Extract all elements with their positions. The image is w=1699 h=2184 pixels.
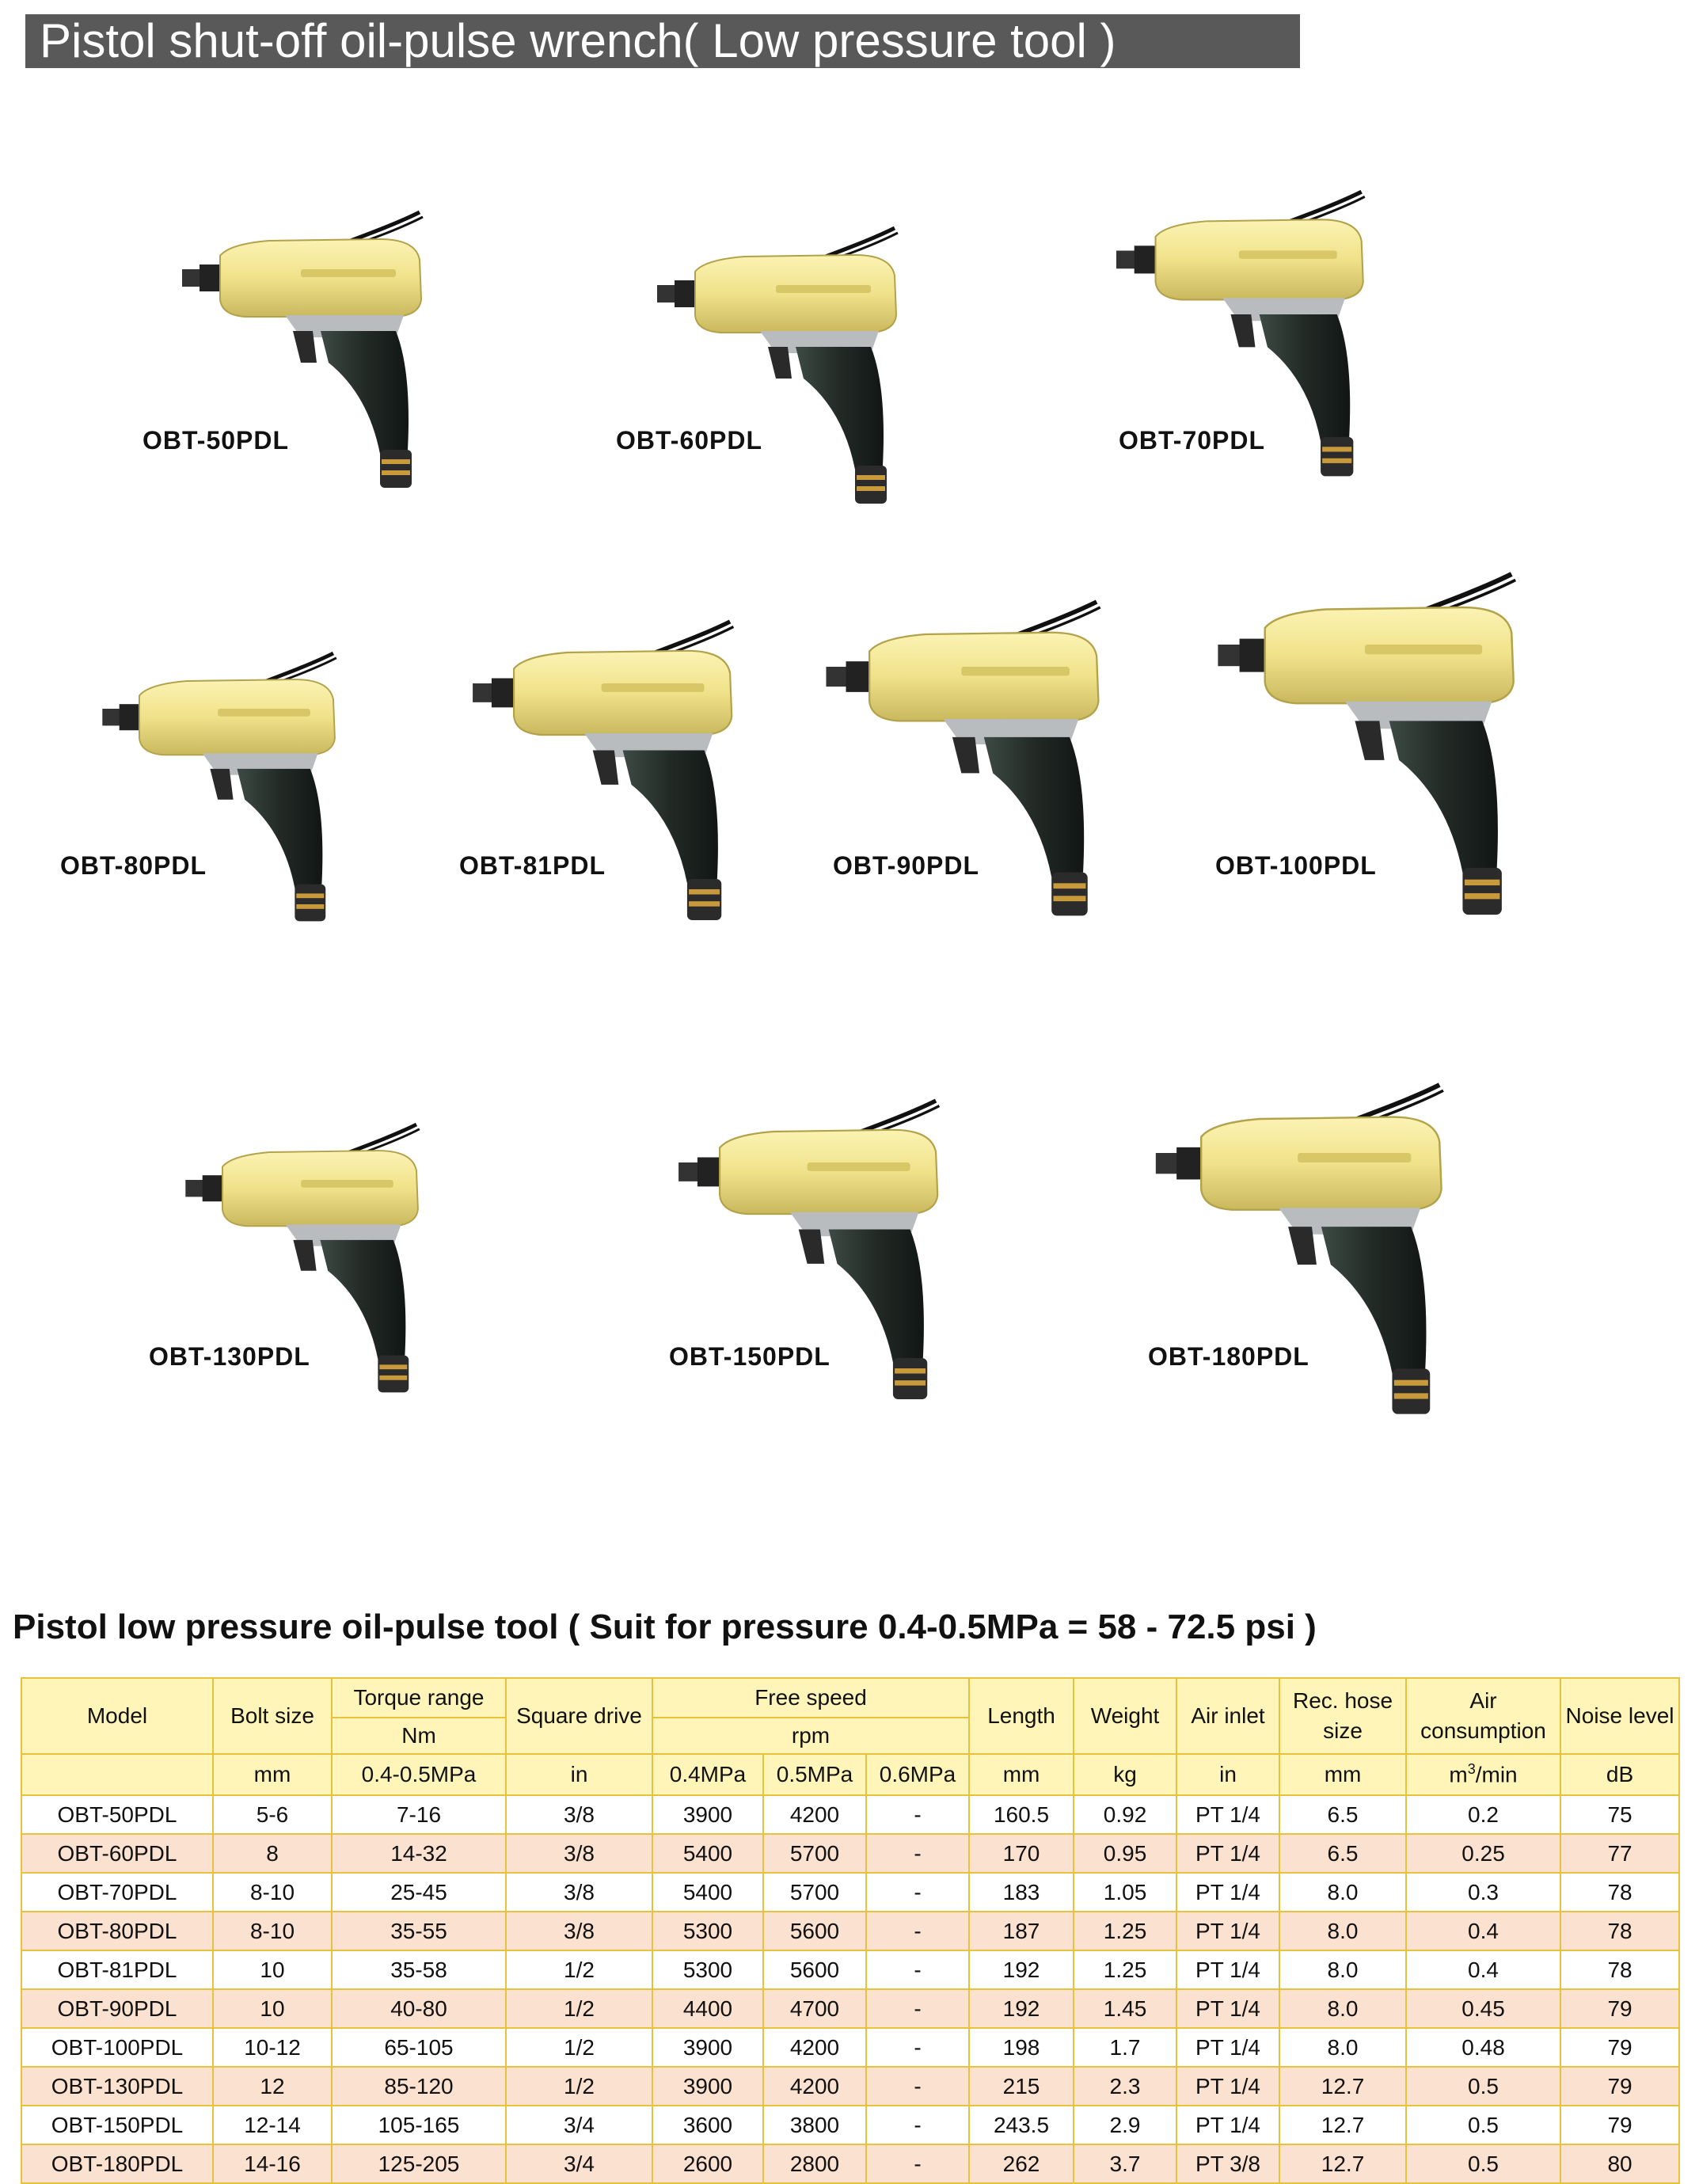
cell-model: OBT-100PDL: [21, 2028, 213, 2067]
cell-noise-level: 79: [1560, 2028, 1679, 2067]
cell-air-inlet: PT 3/8: [1176, 2144, 1279, 2183]
header-free-speed-unit: rpm: [652, 1718, 969, 1754]
cell-square-drive: 1/2: [506, 2067, 652, 2106]
cell-weight: 1.25: [1074, 1912, 1176, 1950]
table-row: [21, 1873, 1679, 1912]
cell-air-inlet: PT 1/4: [1176, 2106, 1279, 2144]
pistol-wrench-image: [1116, 1085, 1488, 1425]
cell-torque-range: 105-165: [332, 2106, 506, 2144]
cell-length: 198: [969, 2028, 1074, 2067]
cell-noise-level: 79: [1560, 2106, 1679, 2144]
product-obt-50pdl: [182, 212, 443, 513]
cell-weight: 2.3: [1074, 2067, 1176, 2106]
cell-model: OBT-81PDL: [21, 1950, 213, 1989]
unit-air-consumption-sup: 3: [1467, 1760, 1476, 1777]
cell-noise-level: 78: [1560, 1950, 1679, 1989]
product-obt-80pdl: [67, 653, 384, 938]
cell-speed-05: 4700: [763, 1989, 866, 2028]
cell-weight: 0.95: [1074, 1834, 1176, 1873]
cell-speed-06: -: [866, 1912, 969, 1950]
cell-square-drive: 3/8: [506, 1795, 652, 1834]
cell-square-drive: 3/8: [506, 1873, 652, 1912]
header-free-speed: Free speed: [652, 1678, 969, 1718]
product-label: OBT-50PDL: [143, 426, 290, 455]
cell-hose-size: 8.0: [1279, 1912, 1406, 1950]
cell-noise-level: 79: [1560, 2067, 1679, 2106]
header-model: Model: [21, 1678, 213, 1754]
cell-air-inlet: PT 1/4: [1176, 1912, 1279, 1950]
spec-table: [21, 1677, 1680, 2184]
cell-air-inlet: PT 1/4: [1176, 2028, 1279, 2067]
unit-speed-06: 0.6MPa: [866, 1754, 969, 1795]
cell-torque-range: 35-55: [332, 1912, 506, 1950]
cell-air-inlet: PT 1/4: [1176, 1950, 1279, 1989]
cell-speed-04: 3900: [652, 2028, 763, 2067]
table-row: [21, 2106, 1679, 2144]
unit-length: mm: [969, 1754, 1074, 1795]
cell-air-consumption: 0.25: [1406, 1834, 1560, 1873]
cell-air-consumption: 0.3: [1406, 1873, 1560, 1912]
product-label: OBT-90PDL: [833, 851, 980, 880]
cell-weight: 0.92: [1074, 1795, 1176, 1834]
cell-hose-size: 8.0: [1279, 1950, 1406, 1989]
cell-length: 262: [969, 2144, 1074, 2183]
cell-air-consumption: 0.2: [1406, 1795, 1560, 1834]
cell-bolt-size: 14-16: [213, 2144, 332, 2183]
cell-model: OBT-150PDL: [21, 2106, 213, 2144]
unit-noise-level: dB: [1560, 1754, 1679, 1795]
cell-weight: 3.7: [1074, 2144, 1176, 2183]
header-torque-range: Torque range: [332, 1678, 506, 1718]
product-label: OBT-150PDL: [669, 1342, 830, 1371]
cell-hose-size: 6.5: [1279, 1834, 1406, 1873]
cell-speed-06: -: [866, 1950, 969, 1989]
cell-speed-04: 3600: [652, 2106, 763, 2144]
cell-speed-06: -: [866, 2067, 969, 2106]
cell-speed-05: 4200: [763, 1795, 866, 1834]
page-title: Pistol shut-off oil-pulse wrench( Low pressure tool ): [25, 14, 1300, 68]
pistol-wrench-image: [657, 228, 903, 513]
cell-bolt-size: 5-6: [213, 1795, 332, 1834]
cell-torque-range: 125-205: [332, 2144, 506, 2183]
cell-weight: 1.7: [1074, 2028, 1176, 2067]
cell-speed-04: 4400: [652, 1989, 763, 2028]
cell-square-drive: 1/2: [506, 1950, 652, 1989]
product-label-wrap: [1215, 851, 1405, 883]
product-label: OBT-81PDL: [459, 851, 606, 880]
cell-model: OBT-180PDL: [21, 2144, 213, 2183]
cell-speed-06: -: [866, 2144, 969, 2183]
pistol-wrench-image: [67, 653, 376, 930]
spec-table-body: [21, 1795, 1679, 2183]
cell-hose-size: 8.0: [1279, 1989, 1406, 2028]
product-label-wrap: [1119, 426, 1293, 458]
cell-bolt-size: 8: [213, 1834, 332, 1873]
unit-square-drive: in: [506, 1754, 652, 1795]
header-air-inlet: Air inlet: [1176, 1678, 1279, 1754]
cell-length: 170: [969, 1834, 1074, 1873]
cell-torque-range: 7-16: [332, 1795, 506, 1834]
cell-speed-05: 4200: [763, 2067, 866, 2106]
unit-speed-05: 0.5MPa: [763, 1754, 866, 1795]
cell-air-inlet: PT 1/4: [1176, 1989, 1279, 2028]
table-row: [21, 1834, 1679, 1873]
cell-noise-level: 77: [1560, 1834, 1679, 1873]
cell-weight: 1.25: [1074, 1950, 1176, 1989]
cell-speed-04: 5300: [652, 1950, 763, 1989]
table-row: [21, 1912, 1679, 1950]
cell-length: 183: [969, 1873, 1074, 1912]
cell-air-consumption: 0.5: [1406, 2106, 1560, 2144]
cell-speed-06: -: [866, 1834, 969, 1873]
cell-air-consumption: 0.5: [1406, 2067, 1560, 2106]
product-obt-81pdl: [447, 622, 764, 938]
cell-weight: 2.9: [1074, 2106, 1176, 2144]
cell-torque-range: 25-45: [332, 1873, 506, 1912]
cell-speed-06: -: [866, 1873, 969, 1912]
cell-air-consumption: 0.45: [1406, 1989, 1560, 2028]
header-bolt-size: Bolt size: [213, 1678, 332, 1754]
table-row: [21, 1950, 1679, 1989]
cell-model: OBT-70PDL: [21, 1873, 213, 1912]
product-label: OBT-80PDL: [60, 851, 207, 880]
cell-air-consumption: 0.4: [1406, 1912, 1560, 1950]
cell-air-inlet: PT 1/4: [1176, 1873, 1279, 1912]
cell-length: 187: [969, 1912, 1074, 1950]
cell-square-drive: 3/8: [506, 1834, 652, 1873]
cell-noise-level: 80: [1560, 2144, 1679, 2183]
cell-bolt-size: 10: [213, 1989, 332, 2028]
cell-air-inlet: PT 1/4: [1176, 1795, 1279, 1834]
cell-torque-range: 40-80: [332, 1989, 506, 2028]
cell-square-drive: 1/2: [506, 1989, 652, 2028]
cell-square-drive: 3/8: [506, 1912, 652, 1950]
product-obt-90pdl: [819, 602, 1112, 934]
cell-speed-04: 2600: [652, 2144, 763, 2183]
cell-length: 160.5: [969, 1795, 1074, 1834]
cell-air-inlet: PT 1/4: [1176, 1834, 1279, 1873]
cell-length: 243.5: [969, 2106, 1074, 2144]
cell-bolt-size: 12: [213, 2067, 332, 2106]
cell-air-inlet: PT 1/4: [1176, 2067, 1279, 2106]
cell-model: OBT-130PDL: [21, 2067, 213, 2106]
product-label: OBT-100PDL: [1215, 851, 1377, 880]
cell-noise-level: 78: [1560, 1873, 1679, 1912]
cell-speed-05: 2800: [763, 2144, 866, 2183]
cell-model: OBT-90PDL: [21, 1989, 213, 2028]
cell-square-drive: 3/4: [506, 2106, 652, 2144]
cell-torque-range: 85-120: [332, 2067, 506, 2106]
cell-speed-06: -: [866, 2106, 969, 2144]
unit-model: [21, 1754, 213, 1795]
product-label: OBT-60PDL: [616, 426, 763, 455]
cell-length: 192: [969, 1950, 1074, 1989]
cell-model: OBT-50PDL: [21, 1795, 213, 1834]
cell-speed-04: 3900: [652, 1795, 763, 1834]
product-label-wrap: [669, 1342, 859, 1374]
table-row: [21, 2028, 1679, 2067]
cell-speed-05: 4200: [763, 2028, 866, 2067]
cell-speed-05: 5600: [763, 1950, 866, 1989]
product-label-wrap: [459, 851, 633, 883]
cell-air-consumption: 0.4: [1406, 1950, 1560, 1989]
header-air-consumption: Air consumption: [1406, 1678, 1560, 1754]
unit-air-consumption-rest: /min: [1475, 1762, 1518, 1787]
pistol-wrench-image: [447, 622, 764, 930]
header-torque-unit: Nm: [332, 1718, 506, 1754]
cell-weight: 1.05: [1074, 1873, 1176, 1912]
cell-speed-05: 5700: [763, 1873, 866, 1912]
product-label-wrap: [1148, 1342, 1338, 1374]
table-row: [21, 2067, 1679, 2106]
product-label: OBT-130PDL: [149, 1342, 310, 1371]
cell-square-drive: 1/2: [506, 2028, 652, 2067]
product-obt-70pdl: [1116, 188, 1378, 505]
cell-hose-size: 12.7: [1279, 2067, 1406, 2106]
cell-speed-04: 5300: [652, 1912, 763, 1950]
cell-speed-06: -: [866, 1795, 969, 1834]
product-label-wrap: [616, 426, 790, 458]
cell-speed-06: -: [866, 1989, 969, 2028]
cell-speed-04: 5400: [652, 1834, 763, 1873]
cell-model: OBT-80PDL: [21, 1912, 213, 1950]
cell-torque-range: 35-58: [332, 1950, 506, 1989]
cell-bolt-size: 10-12: [213, 2028, 332, 2067]
cell-noise-level: 78: [1560, 1912, 1679, 1950]
header-noise-level: Noise level: [1560, 1678, 1679, 1754]
unit-hose-size: mm: [1279, 1754, 1406, 1795]
product-label: OBT-180PDL: [1148, 1342, 1309, 1371]
table-row: [21, 1795, 1679, 1834]
cell-speed-05: 5700: [763, 1834, 866, 1873]
cell-bolt-size: 8-10: [213, 1912, 332, 1950]
header-hose-size: Rec. hose size: [1279, 1678, 1406, 1754]
cell-air-consumption: 0.48: [1406, 2028, 1560, 2067]
cell-length: 215: [969, 2067, 1074, 2106]
cell-hose-size: 12.7: [1279, 2144, 1406, 2183]
unit-bolt-size: mm: [213, 1754, 332, 1795]
cell-speed-04: 3900: [652, 2067, 763, 2106]
product-label: OBT-70PDL: [1119, 426, 1266, 455]
cell-length: 192: [969, 1989, 1074, 2028]
unit-air-consumption: [1406, 1754, 1560, 1795]
header-square-drive: Square drive: [506, 1678, 652, 1754]
cell-speed-05: 3800: [763, 2106, 866, 2144]
cell-noise-level: 79: [1560, 1989, 1679, 2028]
cell-torque-range: 14-32: [332, 1834, 506, 1873]
cell-speed-05: 5600: [763, 1912, 866, 1950]
unit-air-consumption-base: m: [1449, 1762, 1468, 1787]
cell-torque-range: 65-105: [332, 2028, 506, 2067]
product-label-wrap: [149, 1342, 339, 1374]
cell-noise-level: 75: [1560, 1795, 1679, 1834]
cell-hose-size: 12.7: [1279, 2106, 1406, 2144]
table-row: [21, 2144, 1679, 2183]
cell-bolt-size: 12-14: [213, 2106, 332, 2144]
cell-speed-04: 5400: [652, 1873, 763, 1912]
product-label-wrap: [143, 426, 317, 458]
cell-weight: 1.45: [1074, 1989, 1176, 2028]
cell-bolt-size: 8-10: [213, 1873, 332, 1912]
unit-torque-range: 0.4-0.5MPa: [332, 1754, 506, 1795]
cell-hose-size: 6.5: [1279, 1795, 1406, 1834]
cell-hose-size: 8.0: [1279, 1873, 1406, 1912]
cell-hose-size: 8.0: [1279, 2028, 1406, 2067]
header-length: Length: [969, 1678, 1074, 1754]
spec-table-heading: Pistol low pressure oil-pulse tool ( Suit for pressure 0.4-0.5MPa = 58 - 72.5 psi ): [13, 1608, 1317, 1646]
cell-square-drive: 3/4: [506, 2144, 652, 2183]
cell-bolt-size: 10: [213, 1950, 332, 1989]
cell-model: OBT-60PDL: [21, 1834, 213, 1873]
cell-air-consumption: 0.5: [1406, 2144, 1560, 2183]
product-obt-180pdl: [1116, 1085, 1488, 1433]
cell-speed-06: -: [866, 2028, 969, 2067]
header-weight: Weight: [1074, 1678, 1176, 1754]
unit-speed-04: 0.4MPa: [652, 1754, 763, 1795]
product-label-wrap: [60, 851, 234, 883]
product-obt-60pdl: [657, 228, 918, 529]
unit-weight: kg: [1074, 1754, 1176, 1795]
table-row: [21, 1989, 1679, 2028]
product-label-wrap: [833, 851, 1007, 883]
unit-air-inlet: in: [1176, 1754, 1279, 1795]
